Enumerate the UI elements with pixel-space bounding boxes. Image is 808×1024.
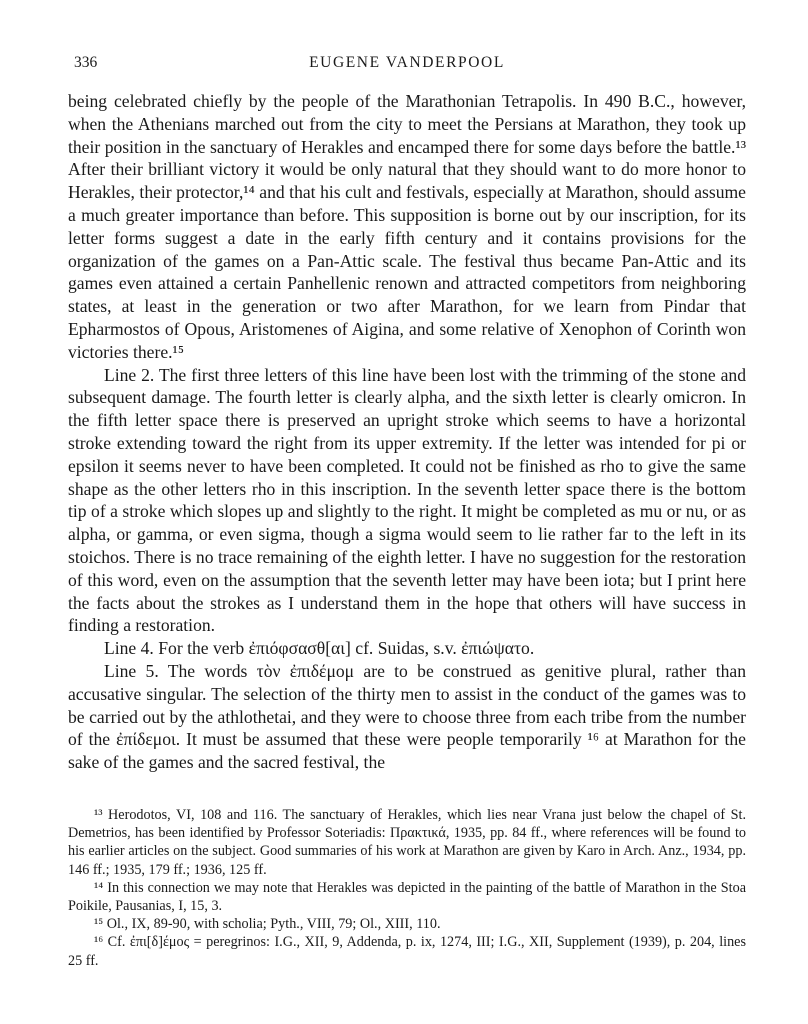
footnotes [68, 806, 746, 970]
footnote-15: ¹⁵ Ol., IX, 89-90, with scholia; Pyth., VIII, 79; Ol., XIII, 110. [94, 916, 441, 933]
footnote-16: ¹⁶ Cf. ἐπι[δ]έμος = peregrinos: I.G., XII, 9, Addenda, p. ix, 1274, III; I.G., XII, Supplement (1939), p. 204, lines 25 ff. [68, 934, 746, 969]
footnote-13: ¹³ Herodotos, VI, 108 and 116. The sanctuary of Herakles, which lies near Vrana just below the chapel of St. Demetrios, has been identified by Professor Soteriadis: Πρακτικά, 1935, pp. 84 ff., where references will be found to his earlier articles on the subject. Good summaries of his work at Marathon are given by Karo in Arch. Anz., 1934, pp. 146 ff.; 1935, 179 ff.; 1936, 125 ff. [68, 806, 746, 878]
paragraph-line-5: Line 5. The words τὸν ἐπιδέμομ are to be construed as genitive plural, rather than accusative singular. The selection of the thirty men to assist in the conduct of the games was to be carried out by the athlothetai, and they were to choose three from each tribe from the number of the ἐπίδεμοι. It must be assumed that these were people temporarily ¹⁶ at Marathon for the sake of the games and the sacred festival, the [68, 660, 746, 773]
page [68, 50, 746, 970]
page-number: 336 [74, 54, 98, 71]
body-text [68, 90, 746, 774]
paragraph-line-2: Line 2. The first three letters of this line have been lost with the trimming of the stone and subsequent damage. The fourth letter is clearly alpha, and the sixth letter is clearly omicron. In the fifth letter space there is preserved an upright stroke which seems to have a horizontal stroke extending toward the right from its upper extremity. If the letter was intended for pi or epsilon it seems never to have been completed. It could not be finished as rho to give the same shape as the other letters rho in this inscription. In the seventh letter space there is the bottom tip of a stroke which slopes up and slightly to the right. It might be completed as mu or nu, or as alpha, or gamma, or even sigma, though a sigma would seem to lie rather far to the left in its stoichos. There is no trace remaining of the eighth letter. I have no suggestion for the restoration of this word, even on the assumption that the seventh letter may have been iota; but I print here the facts about the strokes as I understand them in the hope that others will have success in finding a restoration. [68, 364, 746, 636]
running-head [68, 50, 746, 76]
footnote-14: ¹⁴ In this connection we may note that Herakles was depicted in the painting of the battle of Marathon in the Stoa Poikile, Pausanias, I, 15, 3. [68, 879, 746, 914]
paragraph-line-4: Line 4. For the verb ἐπιόφσασθ[αι] cf. Suidas, s.v. ἐπιώψατο. [104, 638, 535, 659]
running-title: EUGENE VANDERPOOL [309, 54, 505, 71]
paragraph-continuation: being celebrated chiefly by the people of the Marathonian Tetrapolis. In 490 B.C., however, when the Athenians marched out from the city to meet the Persians at Marathon, they took up their position in the sanctuary of Herakles and encamped there for some days before the battle.¹³ After their brilliant victory it would be only natural that they should want to do more honor to Herakles, their protector,¹⁴ and that his cult and festivals, especially at Marathon, should assume a much greater importance than before. This supposition is borne out by our inscription, for its letter forms suggest a date in the early fifth century and it contains provisions for the organization of the games on a Pan-Attic scale. The festival thus became Pan-Attic and its games even attained a certain Panhellenic renown and attracted competitors from neighboring states, at least in the generation or two after Marathon, for we learn from Pindar that Epharmostos of Opous, Aristomenes of Aigina, and some relative of Xenophon of Corinth won victories there.¹⁵ [68, 91, 746, 362]
